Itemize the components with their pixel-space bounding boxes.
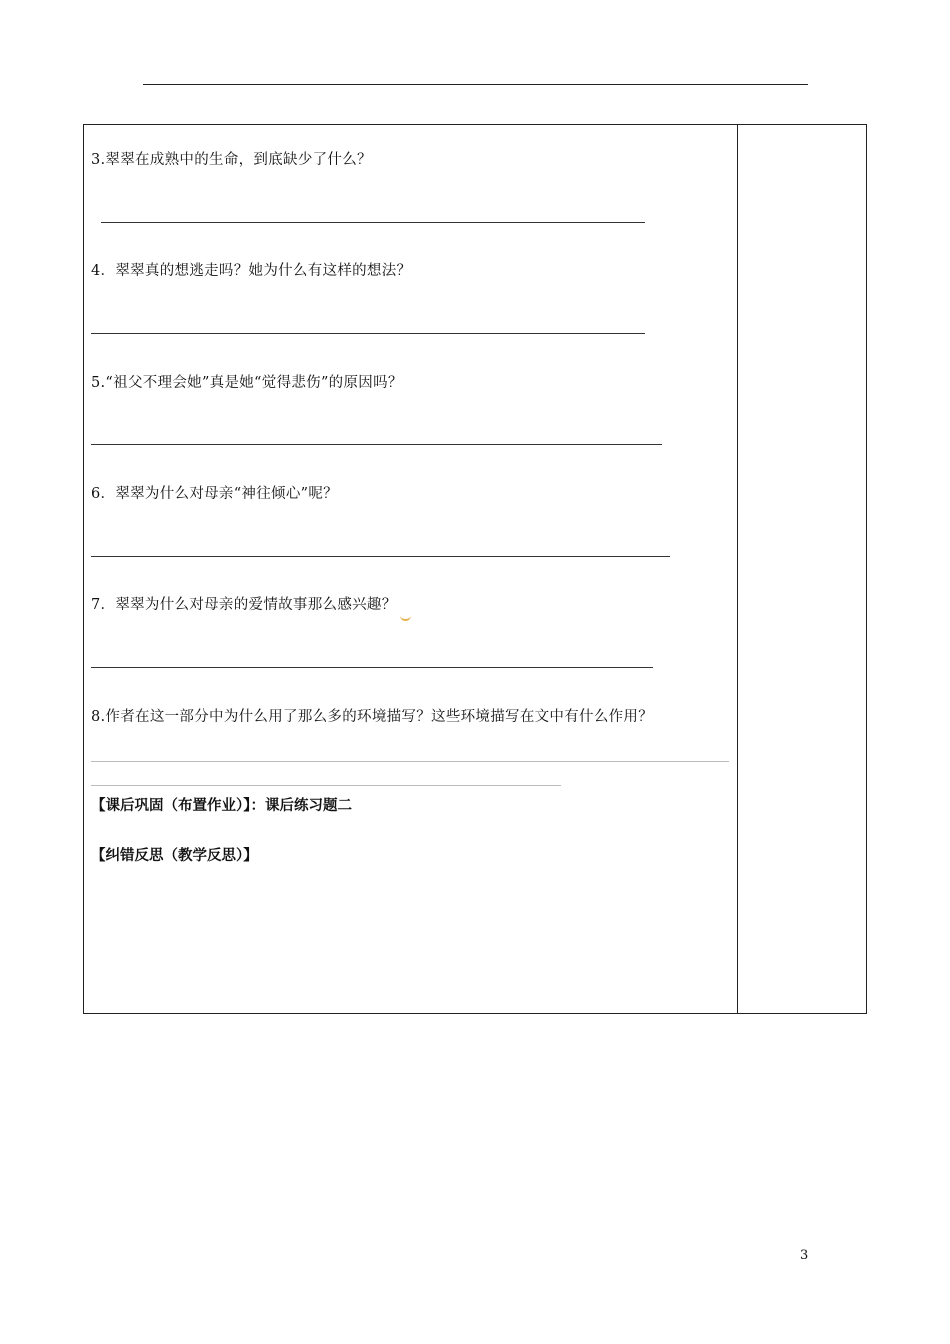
answer-line-8a[interactable]: [91, 761, 729, 762]
reflection-heading: 【纠错反思（教学反思）】: [91, 848, 258, 864]
header-rule: [143, 84, 808, 85]
question-6: 6．翠翠为什么对母亲“神往倾心”呢？: [91, 486, 338, 502]
question-7: 7．翠翠为什么对母亲的爱情故事那么感兴趣？: [91, 597, 397, 613]
page-number: 3: [800, 1248, 809, 1263]
homework-heading: 【课后巩固（布置作业）】：课后练习题二: [91, 798, 352, 814]
answer-line-4[interactable]: [91, 333, 645, 334]
question-8: 8.作者在这一部分中为什么用了那么多的环境描写？这些环境描写在文中有什么作用？: [91, 709, 654, 725]
answer-line-8b[interactable]: [91, 785, 561, 786]
answer-line-3[interactable]: [101, 222, 645, 223]
question-5: 5.“祖父不理会她”真是她“觉得悲伤”的原因吗？: [91, 375, 403, 391]
notes-column-divider: [737, 124, 738, 1014]
answer-line-5[interactable]: [91, 444, 662, 445]
answer-line-6[interactable]: [91, 556, 670, 557]
answer-line-7[interactable]: [91, 667, 653, 668]
worksheet-table: [83, 124, 867, 1014]
question-4: 4．翠翠真的想逃走吗？她为什么有这样的想法？: [91, 263, 412, 279]
question-3: 3.翠翠在成熟中的生命，到底缺少了什么？: [91, 152, 372, 168]
